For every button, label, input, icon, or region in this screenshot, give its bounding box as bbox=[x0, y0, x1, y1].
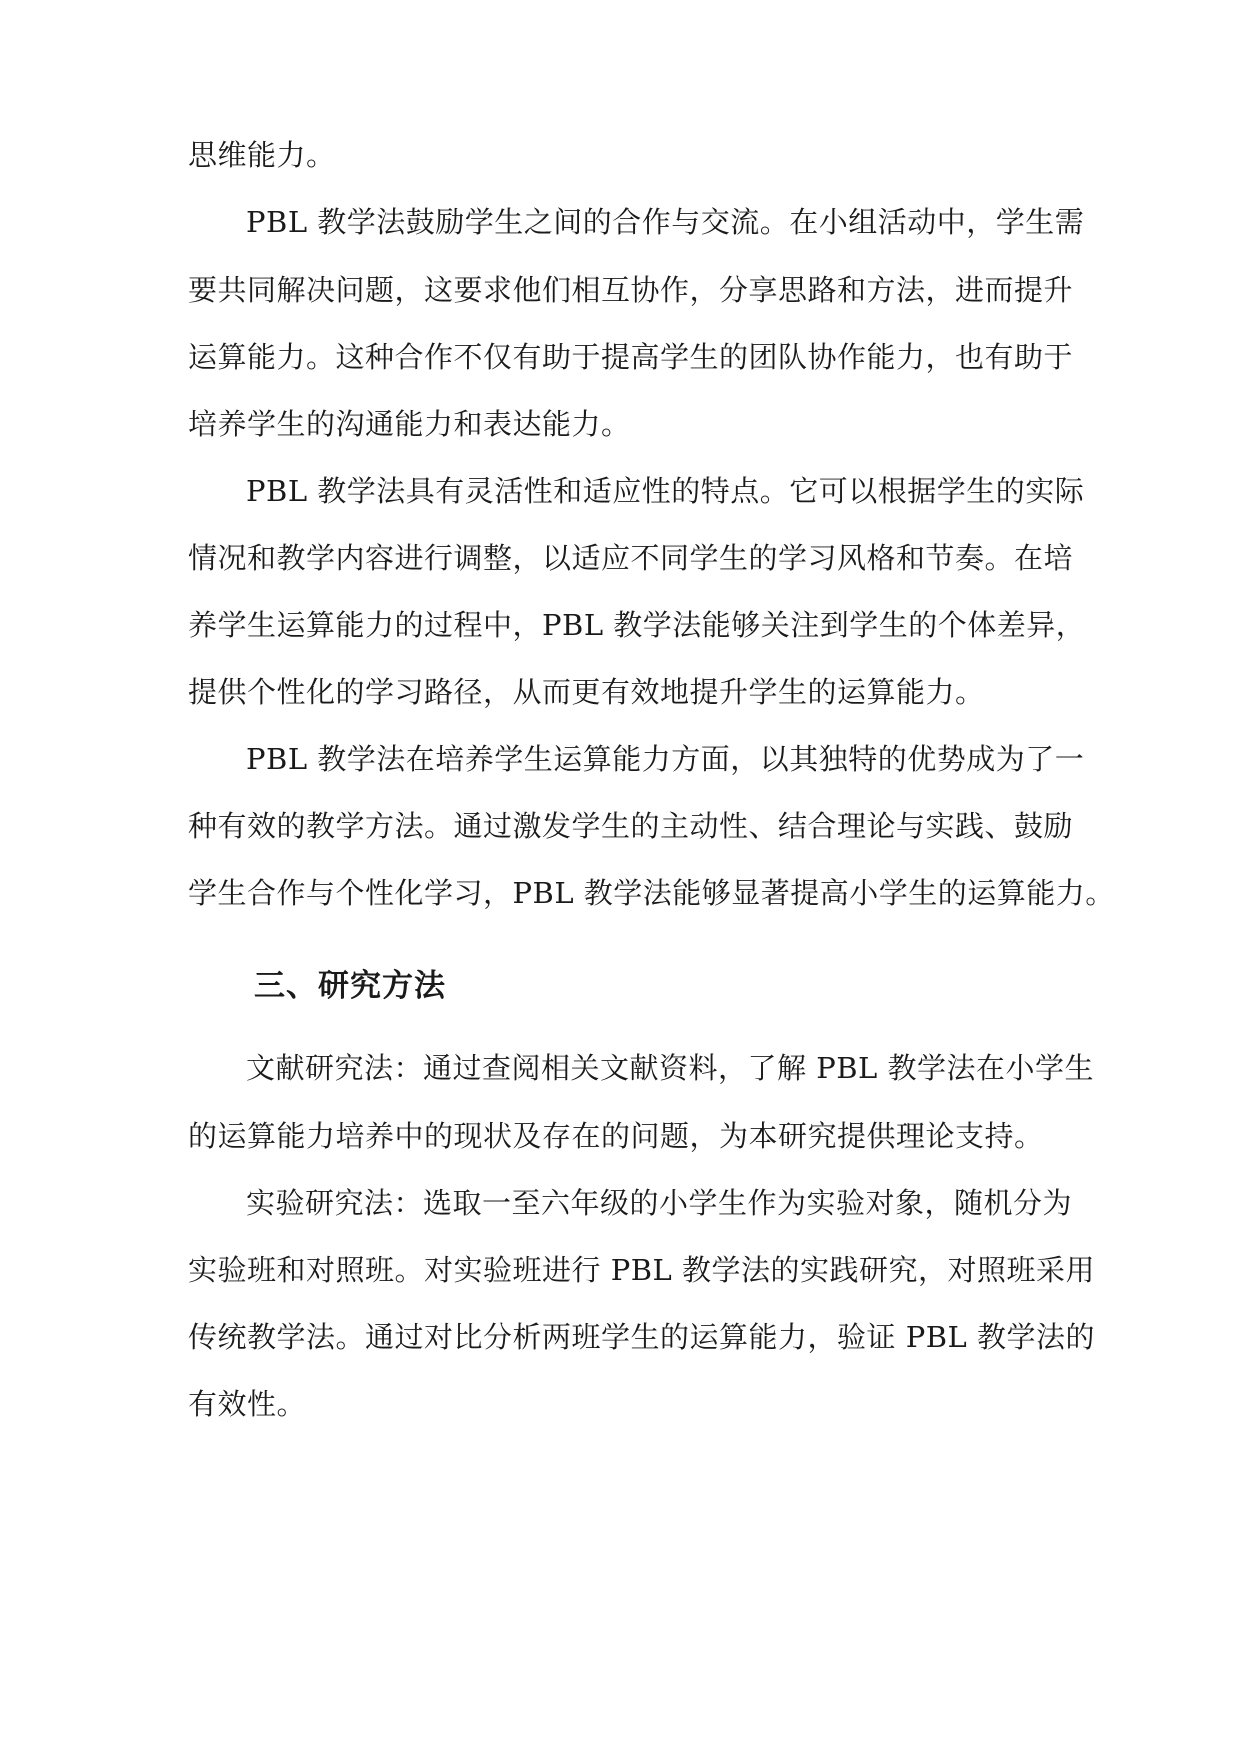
paragraph-line: 传统教学法。通过对比分析两班学生的运算能力，验证 PBL 教学法的 bbox=[188, 1320, 1096, 1354]
section-heading: 三、研究方法 bbox=[254, 968, 446, 1004]
paragraph-line: PBL 教学法在培养学生运算能力方面，以其独特的优势成为了一 bbox=[246, 742, 1085, 776]
paragraph-line: 提供个性化的学习路径，从而更有效地提升学生的运算能力。 bbox=[188, 675, 985, 709]
paragraph-line: 学生合作与个性化学习，PBL 教学法能够显著提高小学生的运算能力。 bbox=[188, 876, 1115, 910]
paragraph-line: 思维能力。 bbox=[188, 138, 336, 172]
paragraph-line: 种有效的教学方法。通过激发学生的主动性、结合理论与实践、鼓励 bbox=[188, 809, 1074, 843]
paragraph-line: PBL 教学法具有灵活性和适应性的特点。它可以根据学生的实际 bbox=[246, 474, 1085, 508]
paragraph-line: 运算能力。这种合作不仅有助于提高学生的团队协作能力，也有助于 bbox=[188, 340, 1074, 374]
paragraph-line: 情况和教学内容进行调整，以适应不同学生的学习风格和节奏。在培 bbox=[188, 541, 1074, 575]
paragraph-line: 实验班和对照班。对实验班进行 PBL 教学法的实践研究，对照班采用 bbox=[188, 1253, 1096, 1287]
paragraph-line: PBL 教学法鼓励学生之间的合作与交流。在小组活动中，学生需 bbox=[246, 205, 1085, 239]
paragraph-line: 养学生运算能力的过程中，PBL 教学法能够关注到学生的个体差异， bbox=[188, 608, 1086, 642]
paragraph-line: 的运算能力培养中的现状及存在的问题，为本研究提供理论支持。 bbox=[188, 1119, 1044, 1153]
paragraph-line: 文献研究法：通过查阅相关文献资料，了解 PBL 教学法在小学生 bbox=[246, 1051, 1095, 1085]
paragraph-line: 实验研究法：选取一至六年级的小学生作为实验对象，随机分为 bbox=[246, 1186, 1073, 1220]
paragraph-line: 有效性。 bbox=[188, 1387, 307, 1421]
paragraph-line: 培养学生的沟通能力和表达能力。 bbox=[188, 407, 631, 441]
paragraph-line: 要共同解决问题，这要求他们相互协作，分享思路和方法，进而提升 bbox=[188, 273, 1074, 307]
